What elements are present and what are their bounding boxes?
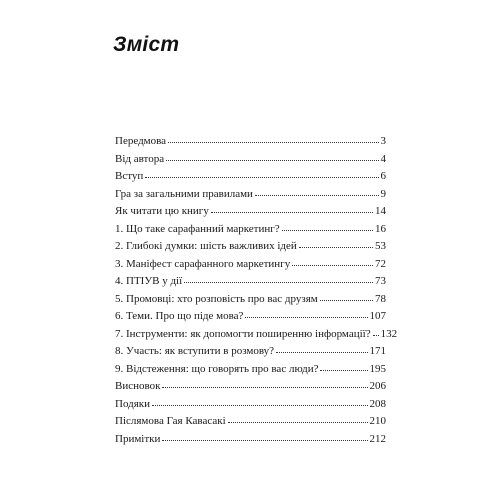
toc-entry-label: Як читати цю книгу xyxy=(115,205,209,217)
toc-entry xyxy=(115,136,386,154)
toc-entry-label: Висновок xyxy=(115,380,161,392)
dot-leader xyxy=(373,335,379,336)
toc-entry-page: 171 xyxy=(369,345,386,357)
toc-entry-page: 4 xyxy=(380,152,386,165)
toc-entry xyxy=(115,399,386,417)
dot-leader xyxy=(168,142,378,143)
toc-entry xyxy=(115,224,386,242)
toc-entry-page: 78 xyxy=(375,292,386,305)
dot-leader xyxy=(145,177,378,178)
toc-entry-page: 210 xyxy=(369,415,386,427)
toc-entry-label: Примітки xyxy=(115,432,161,445)
dot-leader xyxy=(152,405,367,406)
dot-leader xyxy=(320,370,367,371)
table-of-contents xyxy=(115,135,398,451)
toc-entry-label: 7. Інструменти: як допомогти поширенню інформації? xyxy=(115,327,371,340)
toc-entry-label: 1. Що таке сарафанний маркетинг? xyxy=(115,222,280,235)
toc-entry xyxy=(115,364,386,382)
toc-entry-label: Гра за загальними правилами xyxy=(115,187,253,200)
dot-leader xyxy=(211,212,373,213)
toc-entry-label: 3. Маніфест сарафанного маркетингу xyxy=(115,257,291,270)
toc-entry-label: Вступ xyxy=(115,170,144,182)
toc-entry xyxy=(115,327,398,347)
toc-entry-label: 6. Теми. Про що піде мова? xyxy=(115,310,244,322)
toc-entry-page: 9 xyxy=(380,187,386,200)
toc-entry xyxy=(115,189,386,207)
toc-entry xyxy=(115,241,386,259)
page-title: Зміст xyxy=(113,33,180,56)
toc-entry-page: 132 xyxy=(380,327,398,340)
dot-leader xyxy=(184,282,373,283)
toc-entry xyxy=(115,206,386,224)
dot-leader xyxy=(228,422,368,423)
toc-entry-label: Передмова xyxy=(115,135,167,147)
toc-entry-page: 16 xyxy=(375,222,386,235)
toc-entry-label: 9. Відстеження: що говорять про вас люди? xyxy=(115,362,319,375)
toc-entry-label: 5. Промовці: хто розповість про вас друзям xyxy=(115,292,318,305)
dot-leader xyxy=(276,352,367,353)
toc-entry-label: 2. Глибокі думки: шість важливих ідей xyxy=(115,240,297,252)
dot-leader xyxy=(320,300,373,301)
toc-entry-page: 107 xyxy=(369,310,386,322)
dot-leader xyxy=(282,230,373,231)
dot-leader xyxy=(245,317,367,318)
toc-entry xyxy=(115,434,386,452)
toc-entry xyxy=(115,311,386,329)
dot-leader xyxy=(255,195,379,196)
dot-leader xyxy=(166,160,378,161)
toc-entry-page: 206 xyxy=(369,380,386,392)
toc-entry-page: 73 xyxy=(375,275,386,287)
toc-entry-label: 4. ПТІУВ у дії xyxy=(115,275,183,287)
toc-entry-page: 212 xyxy=(369,432,386,445)
toc-entry xyxy=(115,381,386,399)
toc-entry xyxy=(115,259,386,277)
toc-entry xyxy=(115,171,386,189)
toc-entry-page: 14 xyxy=(375,205,386,217)
toc-entry-label: Післямова Гая Кавасакі xyxy=(115,415,226,427)
dot-leader xyxy=(162,387,367,388)
toc-entry xyxy=(115,346,386,364)
toc-entry-page: 6 xyxy=(380,170,386,182)
dot-leader xyxy=(292,265,373,266)
toc-entry-page: 3 xyxy=(380,135,386,147)
toc-entry xyxy=(115,416,386,434)
toc-entry-page: 208 xyxy=(369,397,386,410)
dot-leader xyxy=(299,247,373,248)
toc-entry xyxy=(115,294,386,312)
toc-entry-page: 195 xyxy=(369,362,386,375)
toc-entry-label: Від автора xyxy=(115,152,165,165)
toc-entry-page: 53 xyxy=(375,240,386,252)
toc-entry-page: 72 xyxy=(375,257,386,270)
toc-entry-label: 8. Участь: як вступити в розмову? xyxy=(115,345,275,357)
toc-entry xyxy=(115,276,386,294)
toc-entry xyxy=(115,154,386,172)
dot-leader xyxy=(162,440,367,441)
toc-entry-label: Подяки xyxy=(115,397,151,410)
